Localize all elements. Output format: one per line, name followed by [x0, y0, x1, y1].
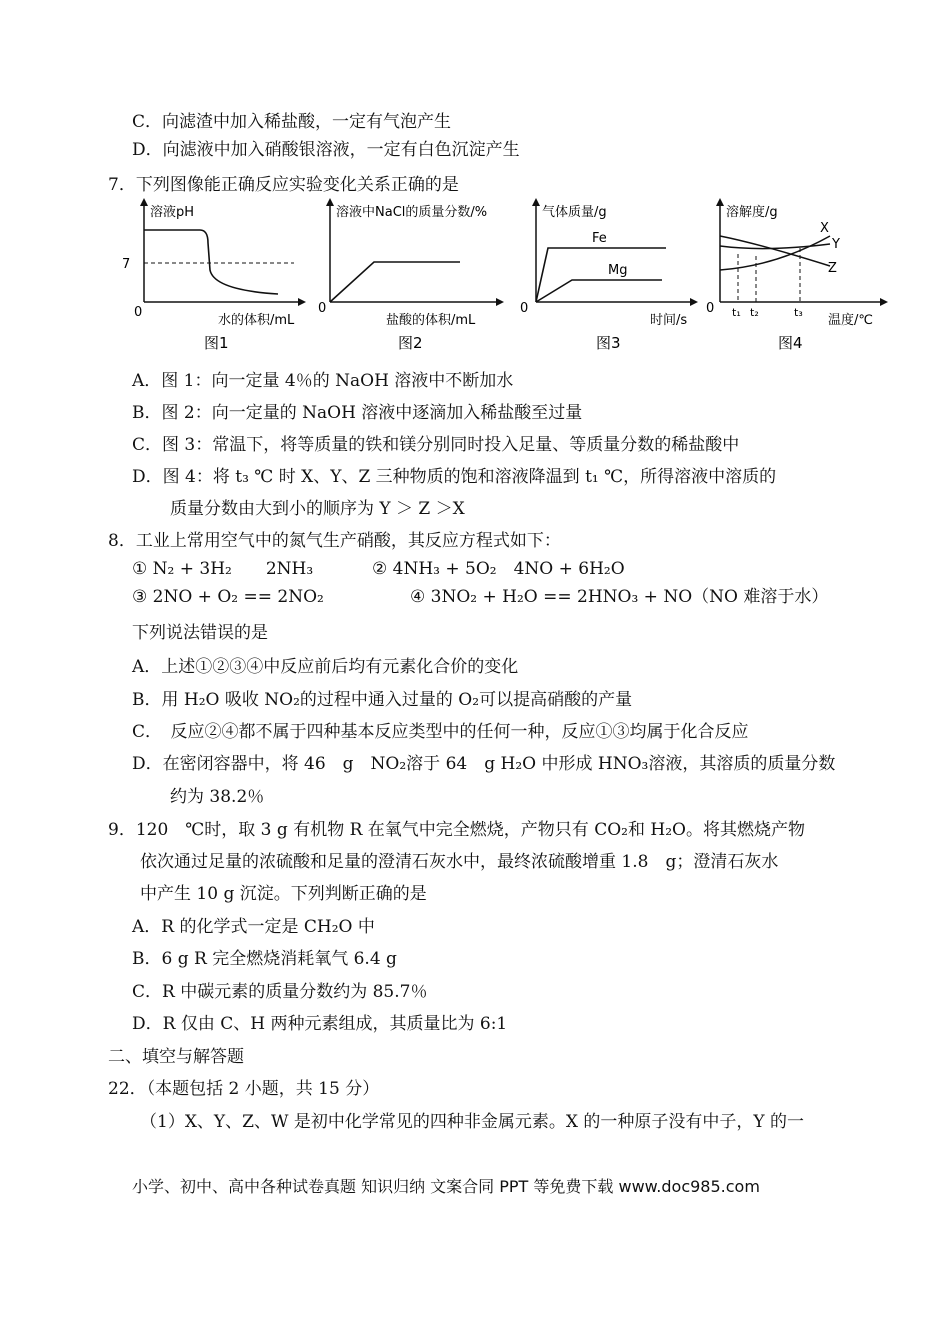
fig4-origin: 0 — [706, 301, 715, 316]
fig3-series-mg — [536, 280, 662, 302]
q8-reaction-1: ① N₂ + 3H₂ 2NH₃ — [132, 559, 314, 579]
q7-option-d-line2: 质量分数由大到小的顺序为 Y ＞ Z ＞X — [170, 499, 465, 519]
q8-option-b: B．用 H₂O 吸收 NO₂的过程中通入过量的 O₂可以提高硝酸的产量 — [132, 690, 633, 710]
q7-option-a: A．图 1：向一定量 4％的 NaOH 溶液中不断加水 — [132, 371, 514, 391]
q9-option-d: D．R 仅由 C、H 两种元素组成，其质量比为 6:1 — [132, 1014, 508, 1034]
fig2-origin: 0 — [318, 301, 327, 316]
q8-reaction-2: ② 4NH₃ + 5O₂ 4NO + 6H₂O — [372, 559, 625, 579]
fig3-label-mg: Mg — [608, 263, 628, 278]
q8-option-d-line2: 约为 38.2％ — [170, 787, 265, 807]
fig4-xlabel: 温度/℃ — [828, 313, 873, 328]
q9-option-a: A．R 的化学式一定是 CH₂O 中 — [132, 917, 375, 937]
fig4-tick-t1: t₁ — [732, 306, 741, 319]
figure-2 — [312, 198, 512, 360]
fig1-curve — [144, 230, 278, 294]
fig3-xlabel: 时间/s — [650, 313, 688, 328]
fig1-origin: 0 — [134, 305, 143, 320]
fig3-caption: 图3 — [596, 334, 621, 352]
q9-stem-line3: 中产生 10 g 沉淀。下列判断正确的是 — [140, 884, 427, 904]
q9-stem-line2: 依次通过足量的浓硫酸和足量的澄清石灰水中，最终浓硫酸增重 1.8 g；澄清石灰水 — [140, 852, 779, 872]
q8-option-c: C． 反应②④都不属于四种基本反应类型中的任何一种，反应①③均属于化合反应 — [132, 722, 749, 742]
fig4-label-y: Y — [832, 237, 840, 252]
q22-part1: （1）X、Y、Z、W 是初中化学常见的四种非金属元素。X 的一种原子没有中子，Y 的一 — [140, 1112, 804, 1132]
fig1-ylabel: 溶液pH — [150, 205, 195, 220]
fig2-ylabel: 溶液中NaCl的质量分数/% — [336, 205, 488, 220]
fig3-ylabel: 气体质量/g — [542, 205, 607, 220]
fig1-xlabel: 水的体积/mL — [218, 313, 295, 328]
q8-reaction-4: ④ 3NO₂ + H₂O == 2HNO₃ + NO（NO 难溶于水） — [410, 587, 829, 607]
figure-1 — [118, 198, 308, 360]
q7-option-d-line1: D．图 4：将 t₃ ℃ 时 X、Y、Z 三种物质的饱和溶液降温到 t₁ ℃，所得溶液中溶质的 — [132, 467, 777, 487]
page-footer: 小学、初中、高中各种试卷真题 知识归纳 文案合同 PPT 等免费下载 www.doc985.com — [132, 1177, 760, 1196]
section-2-heading: 二、填空与解答题 — [108, 1047, 244, 1067]
fig4-tick-t3: t₃ — [794, 306, 803, 319]
fig4-series-z — [720, 236, 830, 266]
fig2-curve — [330, 262, 460, 302]
fig1-ref-label: 7 — [122, 257, 131, 272]
q8-option-d-line1: D．在密闭容器中，将 46 g NO₂溶于 64 g H₂O 中形成 HNO₃溶液，其溶质的质量分数 — [132, 754, 836, 774]
q7-stem: 7．下列图像能正确反应实验变化关系正确的是 — [108, 175, 459, 195]
q6-option-d: D．向滤液中加入硝酸银溶液，一定有白色沉淀产生 — [132, 140, 520, 160]
q9-option-c: C．R 中碳元素的质量分数约为 85.7％ — [132, 982, 428, 1002]
fig3-label-fe: Fe — [592, 231, 607, 246]
fig4-tick-t2: t₂ — [750, 306, 759, 319]
figure-4 — [706, 198, 890, 360]
figure-3 — [520, 198, 700, 360]
q8-reaction-3: ③ 2NO + O₂ == 2NO₂ — [132, 587, 324, 607]
q9-option-b: B．6 g R 完全燃烧消耗氧气 6.4 g — [132, 949, 397, 969]
fig3-origin: 0 — [520, 301, 529, 316]
q7-option-b: B．图 2：向一定量的 NaOH 溶液中逐滴加入稀盐酸至过量 — [132, 403, 583, 423]
fig4-label-z: Z — [828, 261, 837, 276]
q9-stem-line1: 9．120 ℃时，取 3 g 有机物 R 在氧气中完全燃烧，产物只有 CO₂和 H₂O。将其燃烧产物 — [108, 820, 805, 840]
fig2-caption: 图2 — [398, 334, 423, 352]
q8-stem: 8．工业上常用空气中的氮气生产硝酸，其反应方程式如下： — [108, 531, 561, 551]
fig1-caption: 图1 — [204, 334, 229, 352]
fig2-xlabel: 盐酸的体积/mL — [386, 313, 476, 328]
fig4-label-x: X — [820, 221, 829, 236]
q22-heading: 22．（本题包括 2 小题，共 15 分） — [108, 1079, 380, 1099]
fig4-caption: 图4 — [778, 334, 803, 352]
fig4-ylabel: 溶解度/g — [726, 205, 778, 220]
q8-option-a: A．上述①②③④中反应前后均有元素化合价的变化 — [132, 657, 519, 677]
fig3-series-fe — [536, 248, 666, 302]
q6-option-c: C．向滤渣中加入稀盐酸，一定有气泡产生 — [132, 112, 452, 132]
q8-subquestion: 下列说法错误的是 — [132, 623, 268, 643]
q7-option-c: C．图 3：常温下，将等质量的铁和镁分别同时投入足量、等质量分数的稀盐酸中 — [132, 435, 740, 455]
fig4-series-x — [720, 236, 830, 270]
